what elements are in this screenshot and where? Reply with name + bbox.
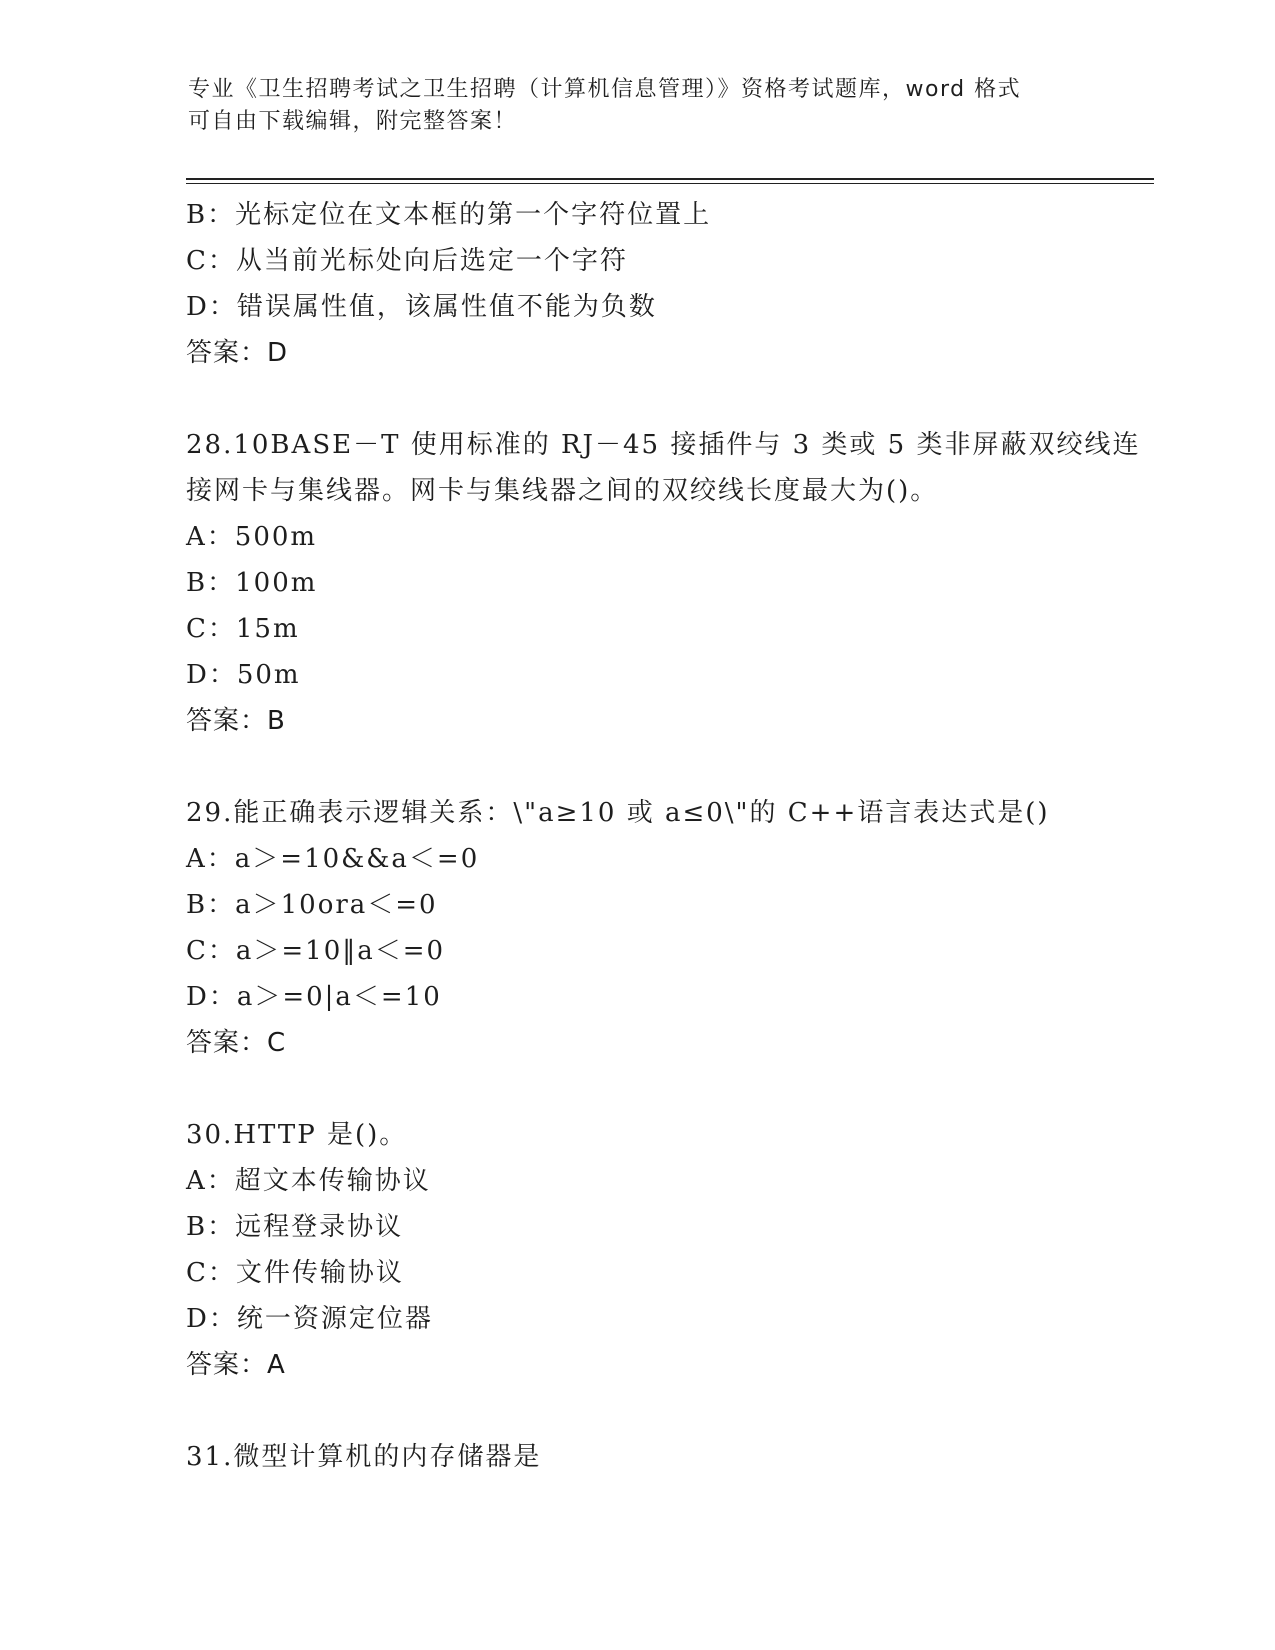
question-stem-continued: 接网卡与集线器。网卡与集线器之间的双绞线长度最大为()。 [186, 476, 939, 506]
option-a: A：a＞=10&&a＜=0 [186, 844, 480, 874]
header-rule-thin [186, 183, 1154, 184]
option-c: C：15m [186, 614, 300, 644]
option-b: B：a＞10ora＜=0 [186, 890, 438, 920]
question-30 [186, 1112, 1136, 1388]
answer-label: 答案：A [186, 1350, 286, 1380]
option-c: C：a＞=10‖a＜=0 [186, 936, 446, 966]
option-c: C：从当前光标处向后选定一个字符 [186, 246, 628, 276]
option-d: D：a＞=0|a＜=10 [186, 982, 442, 1012]
answer-label: 答案：C [186, 1028, 287, 1058]
question-stem: 28.10BASE－T 使用标准的 RJ－45 接插件与 3 类或 5 类非屏蔽双绞线连 [186, 430, 1141, 460]
spacer [186, 376, 1136, 422]
question-stem: 31.微型计算机的内存储器是 [186, 1442, 542, 1472]
option-d: D：统一资源定位器 [186, 1304, 433, 1334]
question-28 [186, 422, 1141, 744]
question-29 [186, 790, 1136, 1066]
option-b: B：100m [186, 568, 318, 598]
question-stem: 30.HTTP 是()。 [186, 1120, 408, 1150]
spacer [186, 1066, 1136, 1112]
header-line-1: 专业《卫生招聘考试之卫生招聘（计算机信息管理）》资格考试题库，word 格式 [188, 77, 1022, 102]
header-line-2: 可自由下载编辑，附完整答案！ [188, 109, 518, 134]
answer-label: 答案：B [186, 706, 286, 736]
spacer [186, 744, 1136, 790]
question-stem: 29.能正确表示逻辑关系：\"a≥10 或 a≤0\"的 C++语言表达式是() [186, 798, 1050, 828]
document-header [188, 74, 1088, 138]
option-d: D：50m [186, 660, 301, 690]
answer-label: 答案：D [186, 338, 289, 368]
question-27 [186, 192, 1136, 376]
option-c: C：文件传输协议 [186, 1258, 404, 1288]
question-list [186, 192, 1141, 1480]
option-b: B：光标定位在文本框的第一个字符位置上 [186, 200, 712, 230]
header-rule-thick [186, 178, 1154, 180]
option-a: A：500m [186, 522, 318, 552]
option-d: D：错误属性值，该属性值不能为负数 [186, 292, 657, 322]
spacer [186, 1388, 1136, 1434]
option-b: B：远程登录协议 [186, 1212, 404, 1242]
question-31 [186, 1434, 1136, 1480]
option-a: A：超文本传输协议 [186, 1166, 431, 1196]
